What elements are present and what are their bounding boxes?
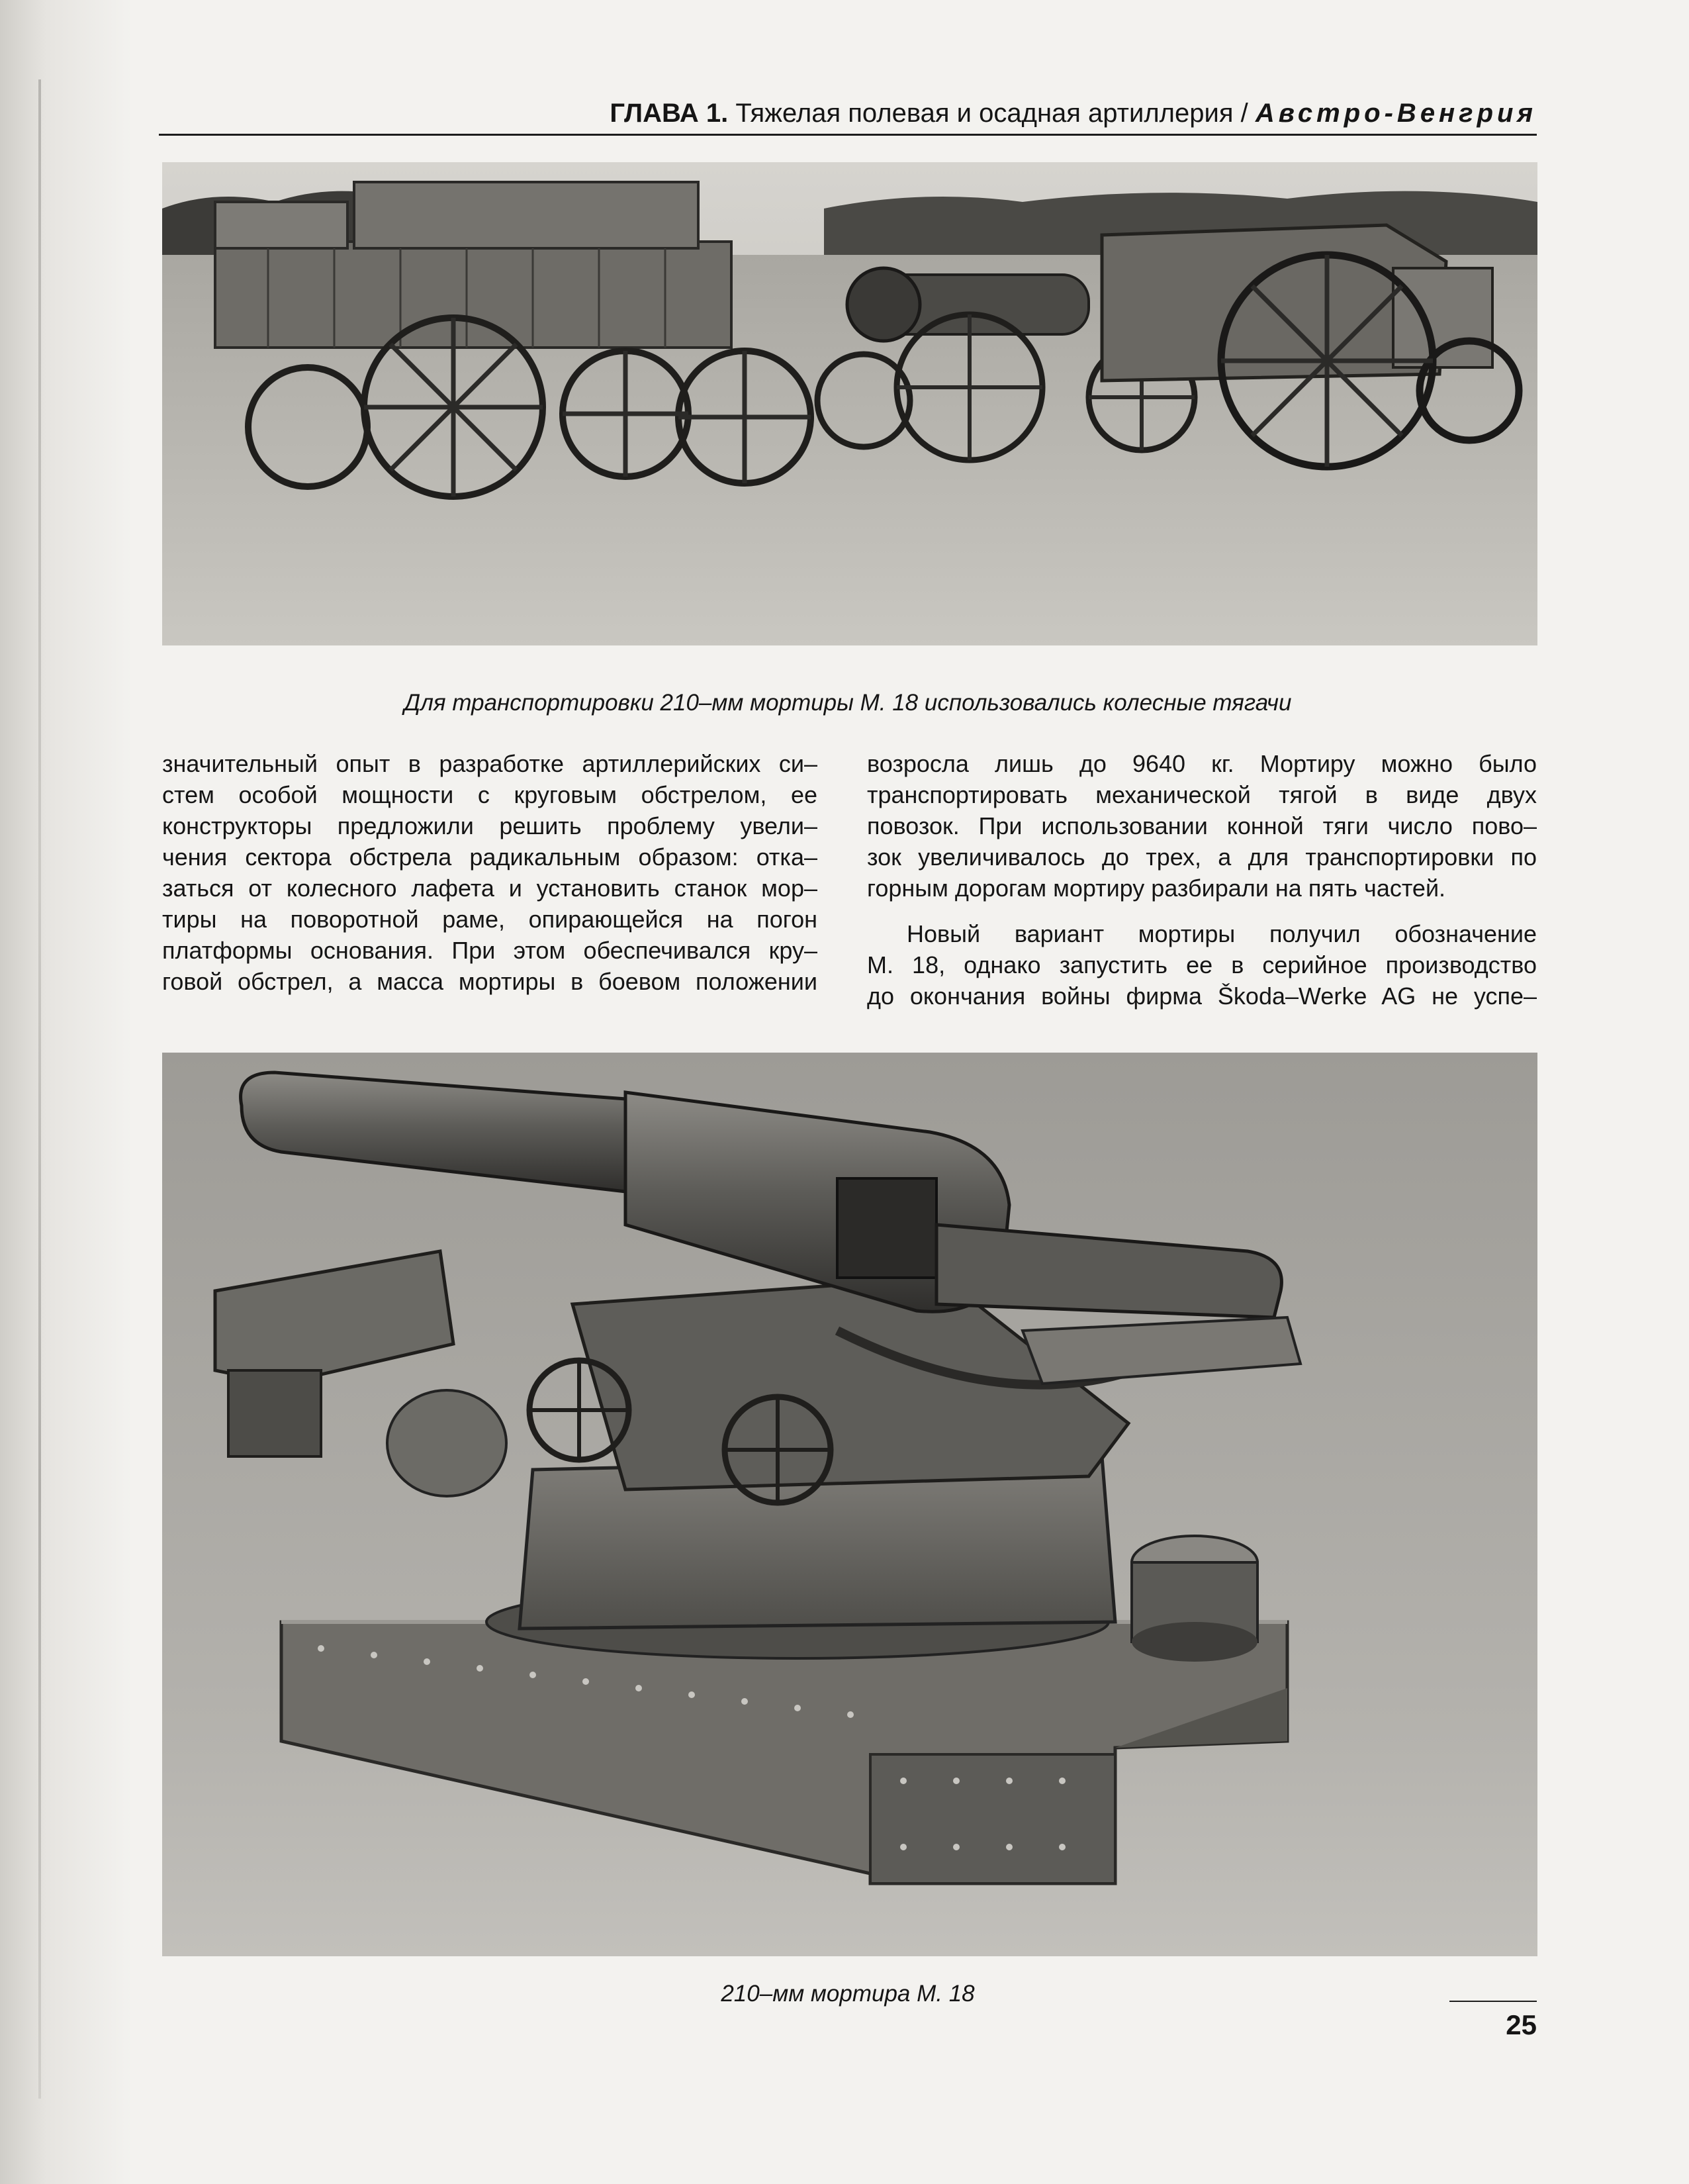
text-line: до окончания войны фирма Škoda–Werke AG не успе– xyxy=(867,982,1537,1010)
mortar-illustration xyxy=(162,1053,1537,1956)
scan-gutter-shadow xyxy=(0,0,132,2184)
header-country: Австро-Венгрия xyxy=(1255,99,1537,128)
text-line: Новый вариант мортиры получил обозначение xyxy=(907,920,1537,947)
photo-caption-tractors: Для транспортировки 210–мм мортиры М. 18 использовались колесные тягачи xyxy=(404,690,1292,716)
page-number: 25 xyxy=(1506,2009,1537,2040)
text-line: возросла лишь до 9640 кг. Мортиру можно было xyxy=(867,750,1537,777)
text-line: горным дорогам мортиру разбирали на пять частей. xyxy=(867,875,1446,902)
text-line: конструкторы предложили решить проблему увели– xyxy=(162,812,817,839)
text-line: значительный опыт в разработке артиллерийских си– xyxy=(162,750,817,777)
footer-rule xyxy=(1449,2001,1537,2002)
text-line: М. 18, однако запустить ее в серийное производство xyxy=(867,951,1537,978)
text-line: стем особой мощности с круговым обстрелом, ее xyxy=(162,781,817,808)
photo-mortar xyxy=(162,1053,1537,1956)
scan-gutter-line xyxy=(38,79,41,2099)
text-line: говой обстрел, а масса мортиры в боевом положении xyxy=(162,968,817,995)
text-line: транспортировать механической тягой в виде двух xyxy=(867,781,1537,808)
tractors-illustration xyxy=(162,162,1537,645)
header-chapter: ГЛАВА 1. xyxy=(610,99,729,128)
text-line: платформы основания. При этом обеспечивался кру– xyxy=(162,937,817,964)
text-line: чения сектора обстрела радикальным образом: отка– xyxy=(162,843,817,871)
body-column-left xyxy=(162,748,817,997)
body-column-right xyxy=(867,748,1537,1012)
text-line: тиры на поворотной раме, опирающейся на погон xyxy=(162,906,817,933)
photo-caption-mortar: 210–мм мортира М. 18 xyxy=(721,1981,975,2007)
text-line: заться от колесного лафета и установить станок мор– xyxy=(162,875,817,902)
photo-tractors xyxy=(162,162,1537,645)
header-section: Тяжелая полевая и осадная артиллерия / xyxy=(735,99,1248,128)
text-line: зок увеличивалось до трех, а для транспортировки по xyxy=(867,843,1537,871)
running-header xyxy=(159,93,1537,136)
text-line: повозок. При использовании конной тяги число пово– xyxy=(867,812,1537,839)
